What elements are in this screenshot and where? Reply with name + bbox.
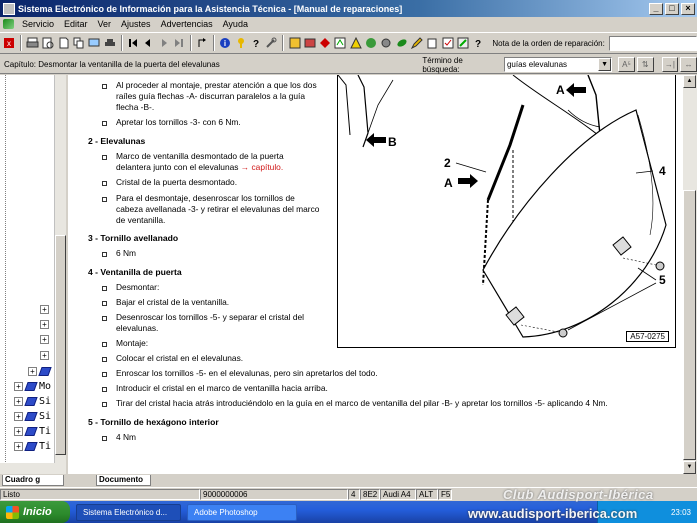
close-button[interactable]: × bbox=[681, 3, 695, 15]
menu-advertencias[interactable]: Advertencias bbox=[160, 19, 213, 29]
watermark: Club Audisport-Ibérica bbox=[503, 487, 654, 502]
tab-cuadro[interactable]: Cuadro g bbox=[2, 475, 64, 486]
status-order-number: 9000000006 bbox=[200, 489, 348, 500]
bullet-icon bbox=[102, 252, 107, 257]
clipboard-icon[interactable] bbox=[425, 35, 439, 51]
window-regulator-illustration bbox=[338, 75, 677, 348]
book-icon bbox=[24, 427, 37, 436]
arrow-b bbox=[366, 133, 386, 147]
bullet-icon bbox=[102, 387, 107, 392]
chapter-link[interactable]: → capítulo. bbox=[240, 162, 284, 172]
leaf-icon[interactable] bbox=[395, 35, 409, 51]
doc-line: flecha -B-. bbox=[116, 102, 155, 112]
menu-ajustes[interactable]: Ajustes bbox=[121, 19, 151, 29]
book-icon bbox=[24, 382, 37, 391]
figure-label: B bbox=[388, 135, 397, 149]
status-field: Audi A4 bbox=[380, 489, 416, 500]
exploded-view-figure bbox=[337, 75, 676, 348]
tree-item[interactable]: + bbox=[40, 303, 52, 316]
doc-line: Montaje: bbox=[116, 338, 149, 348]
scroll-down-icon[interactable]: ▼ bbox=[683, 461, 696, 474]
screen-icon[interactable] bbox=[87, 35, 101, 51]
stop-icon[interactable] bbox=[2, 35, 16, 51]
checklist-icon[interactable] bbox=[440, 35, 454, 51]
svg-text:i: i bbox=[224, 39, 227, 48]
menu-editar[interactable]: Editar bbox=[64, 19, 88, 29]
svg-text:?: ? bbox=[475, 39, 482, 49]
book-icon bbox=[24, 397, 37, 406]
svg-text:?: ? bbox=[252, 39, 260, 49]
tree-item[interactable]: + bbox=[40, 349, 52, 362]
bullet-icon bbox=[102, 197, 107, 202]
status-ready: Listo bbox=[0, 489, 200, 500]
print-icon[interactable] bbox=[25, 35, 40, 51]
bullet-icon bbox=[102, 342, 107, 347]
watermark-url: www.audisport-iberica.com bbox=[468, 506, 638, 521]
section-heading: 3 - Tornillo avellanado bbox=[88, 233, 179, 243]
order-note-input[interactable] bbox=[609, 36, 697, 51]
doc-line: Desmontar: bbox=[116, 282, 160, 292]
doc-line: Apretar los tornillos -3- con 6 Nm. bbox=[116, 117, 241, 127]
app-icon bbox=[3, 3, 15, 15]
bullet-icon bbox=[102, 372, 107, 377]
tree-item[interactable]: + bbox=[28, 365, 53, 378]
tree-item[interactable]: + bbox=[40, 333, 52, 346]
doc-line: 6 Nm bbox=[116, 248, 137, 258]
preview-icon[interactable] bbox=[41, 35, 55, 51]
key-icon[interactable] bbox=[234, 35, 248, 51]
doc-line: raíles guía flechas -A- discurran paralelos a la guía bbox=[116, 91, 306, 101]
status-field: 8E2 bbox=[360, 489, 380, 500]
menu-servicio[interactable]: Servicio bbox=[22, 19, 55, 29]
stamp-icon[interactable] bbox=[456, 35, 470, 51]
tree-item[interactable]: + Si bbox=[14, 410, 51, 423]
taskbar-item-sistema[interactable]: Sistema Electrónico d... bbox=[76, 504, 181, 521]
tree-item[interactable]: + Ti bbox=[14, 440, 51, 453]
book-icon[interactable] bbox=[303, 35, 317, 51]
collapse-icon[interactable]: →| bbox=[662, 57, 679, 72]
search-next-button[interactable]: ⇅ bbox=[637, 57, 654, 72]
doc-line: Marco de ventanilla desmontado de la puerta bbox=[116, 151, 284, 161]
menu-bar bbox=[0, 17, 697, 31]
diamond-icon[interactable] bbox=[318, 35, 332, 51]
gear-icon[interactable] bbox=[379, 35, 393, 51]
bullet-icon bbox=[102, 436, 107, 441]
figure-code: A57-0275 bbox=[626, 331, 669, 342]
chevron-down-icon[interactable]: ▼ bbox=[598, 58, 611, 71]
tab-documento[interactable]: Documento bbox=[96, 475, 151, 486]
bullet-icon bbox=[102, 181, 107, 186]
notes-icon[interactable] bbox=[287, 35, 301, 51]
start-button[interactable]: Inicio bbox=[0, 501, 70, 523]
next-icon[interactable] bbox=[156, 35, 170, 51]
section-heading: 4 - Ventanilla de puerta bbox=[88, 267, 182, 277]
chapter-bar bbox=[0, 56, 697, 74]
figure-label: A bbox=[556, 83, 565, 97]
minimize-button[interactable]: _ bbox=[649, 3, 663, 15]
taskbar-item-photoshop[interactable]: Adobe Photoshop bbox=[187, 504, 297, 521]
book-icon bbox=[38, 367, 51, 376]
figure-label: 5 bbox=[659, 273, 666, 287]
doc-line: Desenroscar los tornillos -5- y separar el cristal del bbox=[116, 312, 305, 322]
last-page-icon[interactable] bbox=[172, 35, 186, 51]
clock: 23:03 bbox=[670, 507, 691, 517]
scroll-up-icon[interactable]: ▲ bbox=[683, 75, 696, 88]
bullet-icon bbox=[102, 286, 107, 291]
tree-scrollbar[interactable] bbox=[54, 75, 66, 465]
toolbar bbox=[0, 32, 697, 54]
title-bar bbox=[0, 0, 697, 17]
doc-line: Introducir el cristal en el marco de ventanilla hacia arriba. bbox=[116, 383, 328, 393]
search-prev-button[interactable]: A⁵ bbox=[618, 57, 635, 72]
first-page-icon[interactable] bbox=[126, 35, 140, 51]
book-icon bbox=[24, 412, 37, 421]
doc-line: Al proceder al montaje, prestar atención a que los dos bbox=[116, 80, 317, 90]
previous-icon[interactable] bbox=[141, 35, 155, 51]
tree-item[interactable]: + Ti bbox=[14, 425, 51, 438]
expand-icon[interactable]: ↔ bbox=[680, 57, 697, 72]
order-note-label: Nota de la orden de reparación: bbox=[492, 38, 605, 48]
help-icon[interactable] bbox=[249, 35, 263, 51]
search-combo[interactable] bbox=[504, 57, 612, 72]
new-document-icon[interactable] bbox=[57, 35, 71, 51]
tree-hscrollbar[interactable] bbox=[0, 463, 66, 474]
bullet-icon bbox=[102, 402, 107, 407]
leaf-icon bbox=[3, 19, 14, 29]
doc-line: cabeza avellanada -3- y retirar el elevalunas del marco bbox=[116, 204, 320, 214]
doc-line: elevalunas. bbox=[116, 323, 159, 333]
search-value: guías elevalunas bbox=[506, 60, 568, 69]
figure-label: 4 bbox=[659, 164, 666, 178]
maximize-button[interactable]: □ bbox=[665, 3, 679, 15]
copy-icon[interactable] bbox=[72, 35, 86, 51]
doc-line: de ventanilla. bbox=[116, 215, 166, 225]
search-label: Término de búsqueda: bbox=[422, 55, 463, 74]
tools-icon[interactable] bbox=[264, 35, 278, 51]
section-heading: 2 - Elevalunas bbox=[88, 136, 146, 146]
doc-line: 4 Nm bbox=[116, 432, 137, 442]
windows-logo-icon bbox=[6, 506, 19, 519]
window-title: Sistema Electrónico de Información para la Asistencia Técnica - [Manual de reparaciones] bbox=[18, 3, 403, 14]
menu-ver[interactable]: Ver bbox=[97, 19, 112, 29]
doc-line: Cristal de la puerta desmontado. bbox=[116, 177, 238, 187]
doc-line: Enroscar los tornillos -5- en el elevalunas, pero sin apretarlos del todo. bbox=[116, 368, 378, 378]
doc-line: delantera junto con el elevalunas → capítulo. bbox=[116, 162, 284, 172]
bullet-icon bbox=[102, 357, 107, 362]
svg-text:x: x bbox=[7, 39, 12, 48]
warning-icon[interactable] bbox=[349, 35, 363, 51]
figure-label: A bbox=[444, 176, 453, 190]
document-hscrollbar[interactable] bbox=[153, 474, 683, 486]
doc-line: Tirar del cristal hacia atrás introduciéndolo en la guía en el marco de ventanilla del pilar -B- y apretar los tornillos -5- aplicando 4 Nm. bbox=[116, 398, 608, 408]
doc-line: Para el desmontaje, desenroscar los tornillos de bbox=[116, 193, 295, 203]
document-scrollbar[interactable] bbox=[683, 75, 697, 474]
arrow-a-top bbox=[566, 83, 586, 97]
chapter-label: Capítulo: Desmontar la ventanilla de la puerta del elevalunas bbox=[4, 60, 220, 69]
bullet-icon bbox=[102, 301, 107, 306]
car-icon[interactable] bbox=[102, 35, 116, 51]
tree-item[interactable]: + Mo bbox=[14, 380, 51, 393]
bullet-icon bbox=[102, 155, 107, 160]
globe-icon[interactable] bbox=[364, 35, 378, 51]
section-heading: 5 - Tornillo de hexágono interior bbox=[88, 417, 219, 427]
question-icon[interactable] bbox=[471, 35, 485, 51]
bullet-icon bbox=[102, 121, 107, 126]
doc-line: Bajar el cristal de la ventanilla. bbox=[116, 297, 230, 307]
arrow-a-bottom bbox=[458, 174, 478, 188]
scroll-thumb[interactable] bbox=[683, 190, 696, 460]
book-icon bbox=[24, 442, 37, 451]
doc-line: Colocar el cristal en el elevalunas. bbox=[116, 353, 244, 363]
tree-item[interactable]: + Si bbox=[14, 395, 51, 408]
tree-item[interactable]: + bbox=[40, 318, 52, 331]
info-icon[interactable] bbox=[218, 35, 232, 51]
menu-ayuda[interactable]: Ayuda bbox=[222, 19, 248, 29]
bullet-icon bbox=[102, 316, 107, 321]
up-level-icon[interactable] bbox=[195, 35, 209, 51]
pencil-icon[interactable] bbox=[410, 35, 424, 51]
status-field: 4 bbox=[348, 489, 360, 500]
bullet-icon bbox=[102, 84, 107, 89]
figure-label: 2 bbox=[444, 156, 451, 170]
wiring-icon[interactable] bbox=[333, 35, 347, 51]
status-field: F5 bbox=[438, 489, 452, 500]
status-field: ALT bbox=[416, 489, 438, 500]
